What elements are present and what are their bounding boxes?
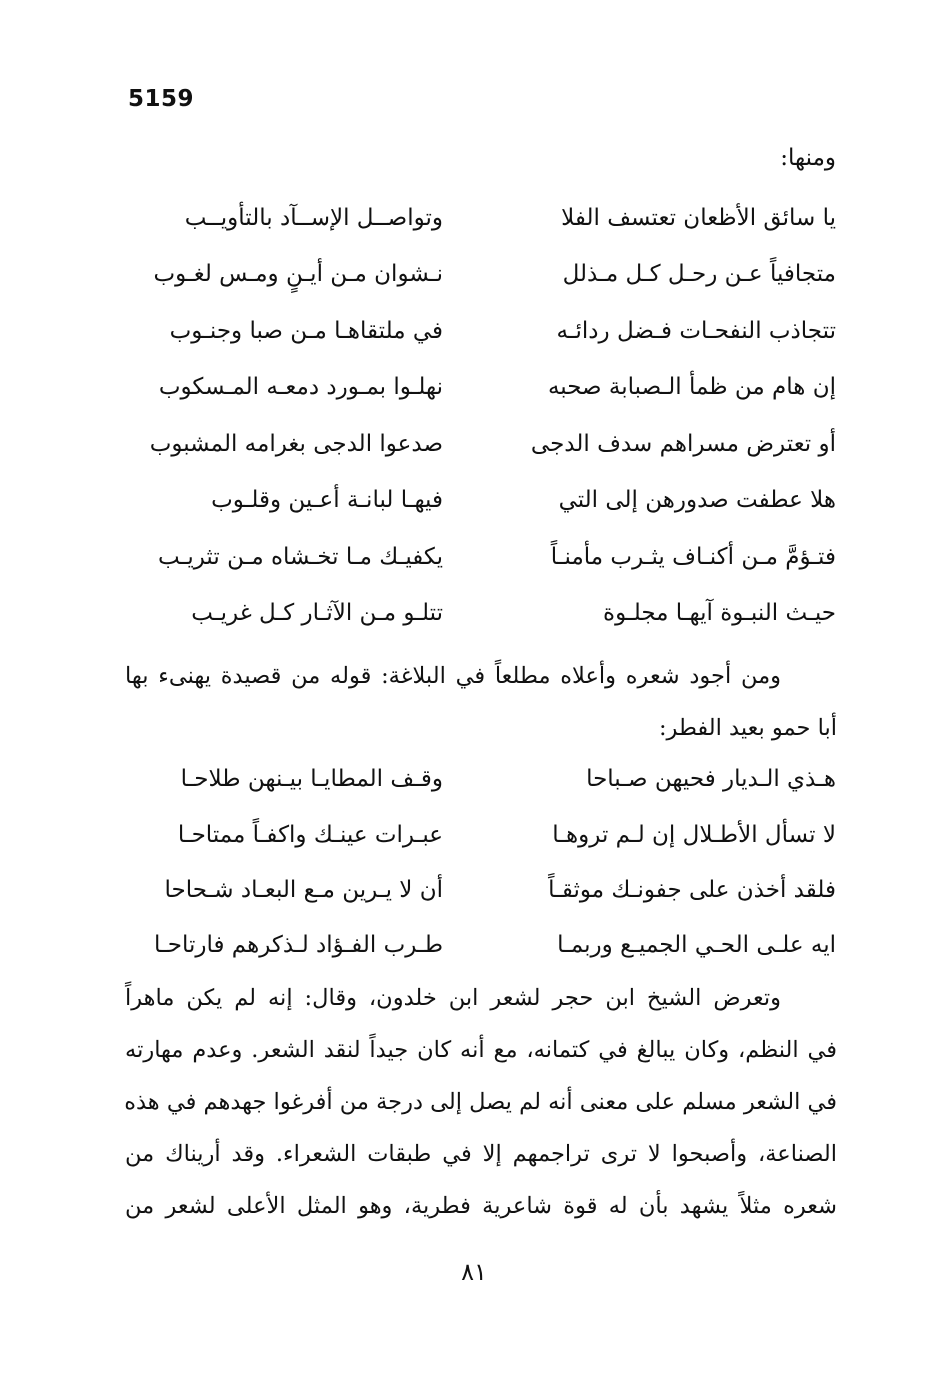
verse-second-hemistich: نـشوان مـن أيـنٍ ومـس لغـوب [153,261,443,287]
verse-row [0,600,948,656]
verse-second-hemistich: أن لا يـرين مـع البعـاد شـحاحا [164,877,443,903]
verse-second-hemistich: فيهـا لبانـة أعـين وقلـوب [211,487,443,513]
verse-first-hemistich: يا سائق الأظعان تعتسف الفلا [561,205,836,231]
paragraph-line: أبا حمو بعيد الفطر: [658,715,837,741]
verse-first-hemistich: ايه علـى الحـي الجميـع وربمـا [557,932,836,958]
verse-row [0,374,948,430]
verse-row [0,318,948,374]
verse-row [0,877,948,933]
verse-second-hemistich: في ملتقاهـا مـن صبا وجنـوب [169,318,443,344]
paragraph-commentary [125,972,837,1232]
verse-first-hemistich: أو تعترض مسراهم سدف الدجى [530,431,836,457]
page-number: ٨١ [461,1258,487,1286]
page-stamp-number: 5159 [128,86,195,112]
paragraph-line: شعره مثلاً يشهد بأن له قوة شاعرية فطرية، وهو المثل الأعلى لشعر من [125,1193,837,1219]
paragraph-line: وتعرض الشيخ ابن حجر لشعر ابن خلدون، وقال: إنه لم يكن ماهراً [125,985,781,1011]
verse-row [0,766,948,822]
verse-row [0,431,948,487]
verse-second-hemistich: عبـرات عينـك واكفـاً ممتاحـا [177,822,443,848]
paragraph-line: ومن أجود شعره وأعلاه مطلعاً في البلاغة: قوله من قصيدة يهنىء بها [125,663,781,689]
verse-row [0,487,948,543]
verse-second-hemistich: يكفيـك مـا تخـشاه مـن تثريـب [158,544,443,570]
verse-second-hemistich: صدعوا الدجى بغرامه المشبوب [149,431,443,457]
verse-second-hemistich: طـرب الفـؤاد لـذكرهم فارتاحـا [154,932,443,958]
verse-first-hemistich: هـذي الـديار فحيهن صـباحا [586,766,836,792]
verse-first-hemistich: فلقد أخذن على جفونـك موثقـاً [548,877,836,903]
verse-second-hemistich: وتواصــل الإســآد بالتأويــب [184,205,443,231]
verse-first-hemistich: حيـث النبـوة آيهـا مجلـوة [603,600,836,626]
verse-second-hemistich: نهلـوا بمـورد دمعـه المـسكوب [158,374,443,400]
verse-row [0,261,948,317]
verse-first-hemistich: إن هام من ظمأ الـصبابة صحبه [547,374,836,400]
verse-first-hemistich: هلا عطفت صدورهن إلى التي [558,487,836,513]
verse-row [0,544,948,600]
verse-first-hemistich: تتجاذب النفحـات فـضل ردائـه [556,318,836,344]
paragraph-intro-poem2 [125,650,837,754]
verse-first-hemistich: لا تسأل الأطـلال إن لـم تروهـا [552,822,836,848]
verse-second-hemistich: تتلـو مـن الآثـار كـل غريـب [191,600,443,626]
verse-first-hemistich: متجافياً عـن رحـل كـل مـذلل [562,261,836,287]
verse-second-hemistich: وقـف المطايـا بيـنهن طلاحـا [180,766,443,792]
intro-label: ومنها: [780,145,836,171]
verse-first-hemistich: فتـؤمَّ مـن أكنـاف يثـرب مأمنـاً [550,544,836,570]
verse-row [0,205,948,261]
paragraph-line: في الشعر مسلم على معنى أنه لم يصل إلى درجة من أفرغوا جهدهم في هذه [124,1089,837,1115]
verse-row [0,822,948,878]
paragraph-line: الصناعة، وأصبحوا لا ترى تراجمهم إلا في طبقات الشعراء. وقد أريناك من [125,1141,837,1167]
paragraph-line: في النظم، وكان يبالغ في كتمانه، مع أنه كان جيداً لنقد الشعر. وعدم مهارته [125,1037,837,1063]
